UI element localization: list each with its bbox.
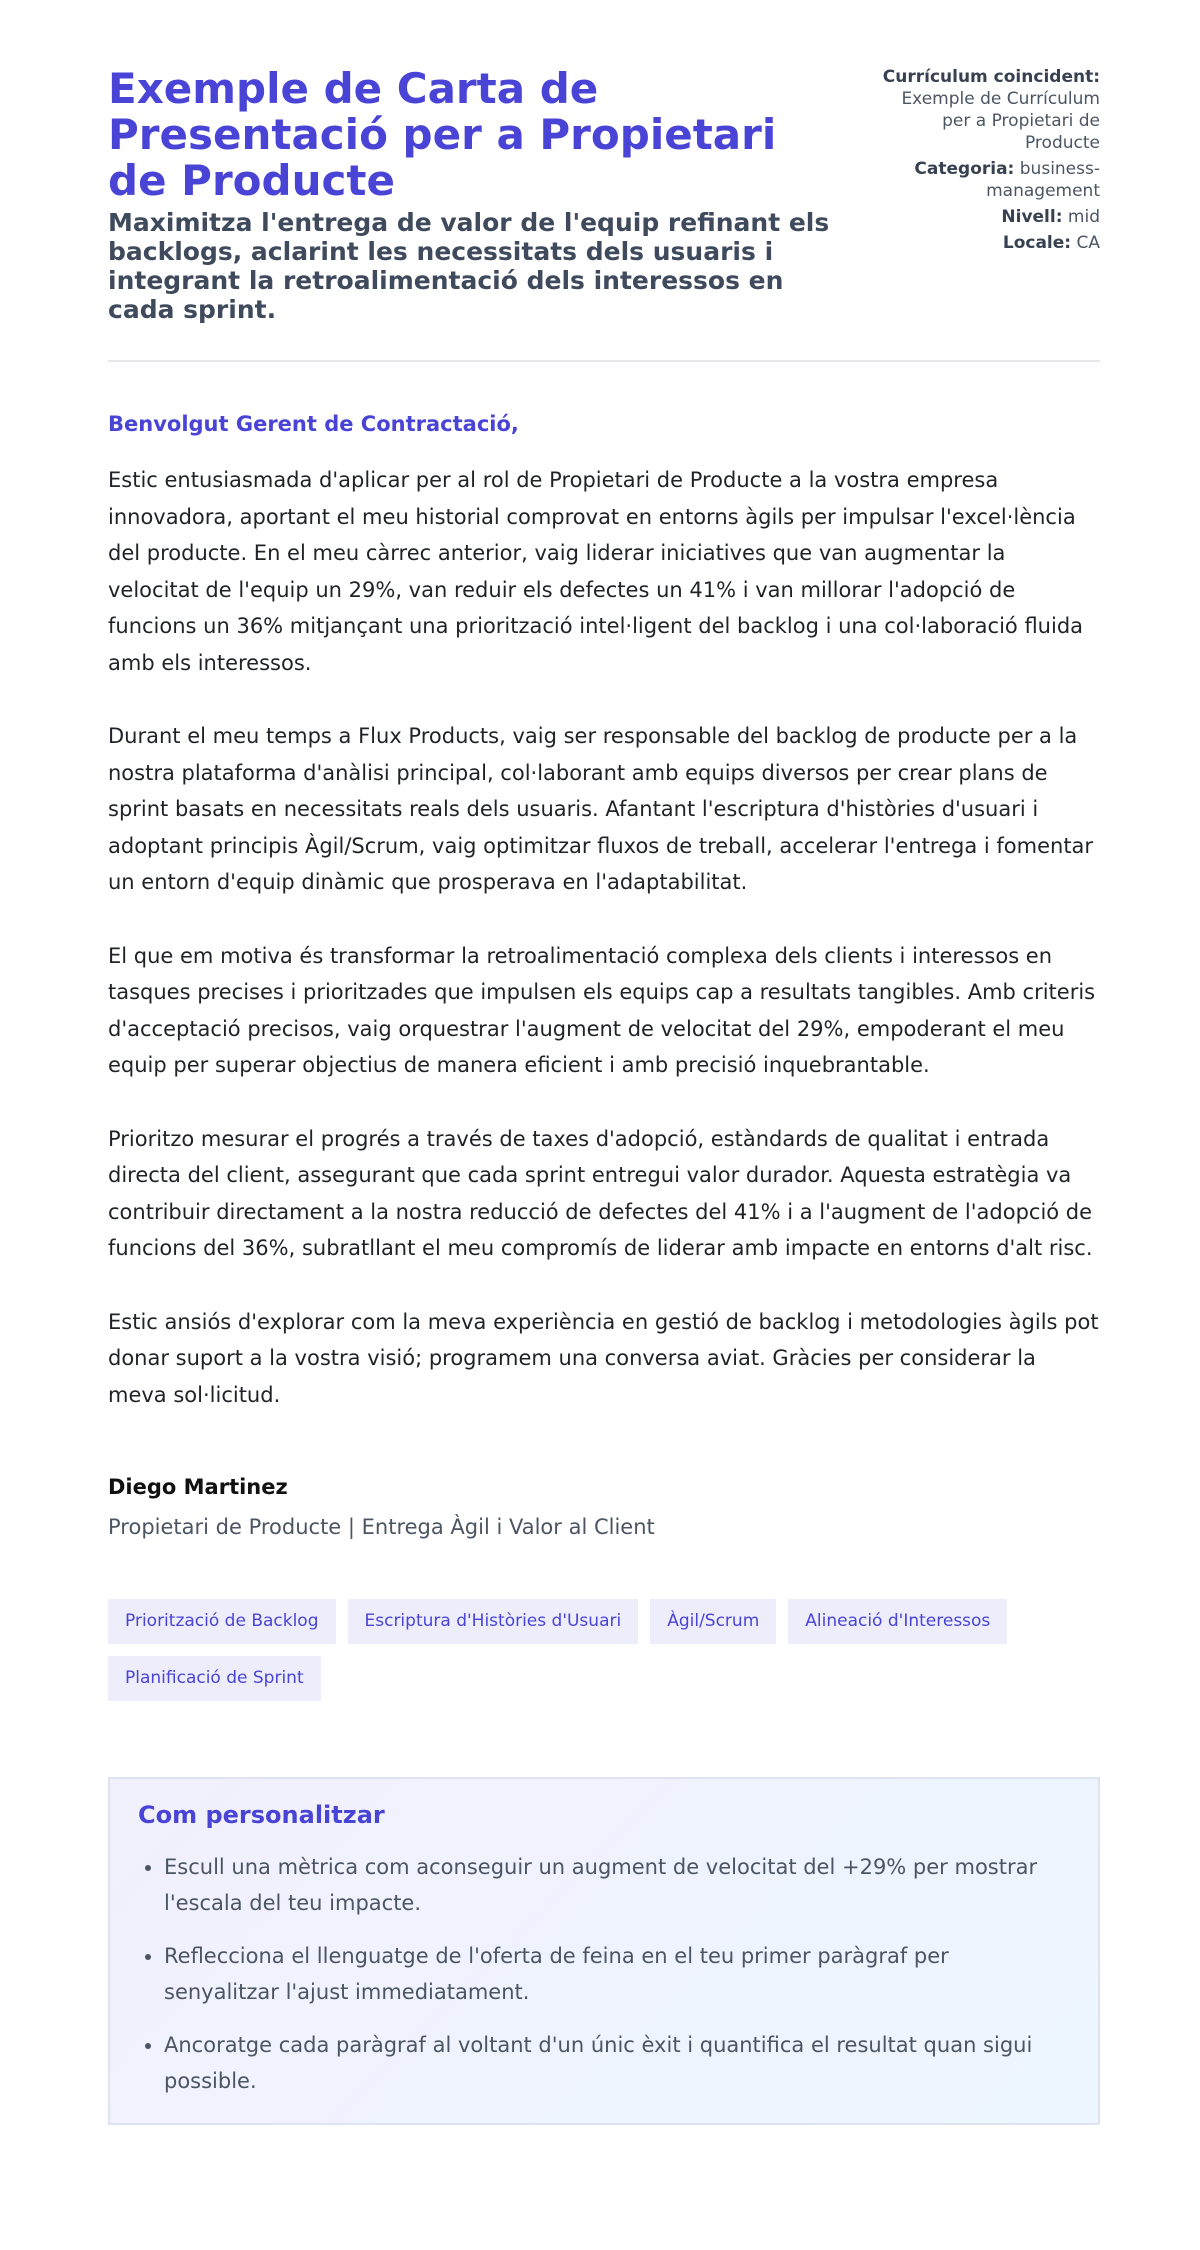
meta-category xyxy=(880,158,1100,202)
meta-locale xyxy=(880,232,1100,254)
meta-category-label: Categoria: xyxy=(914,159,1015,179)
tip-item: • Ancoratge cada paràgraf al voltant d'un únic èxit i quantifica el resultat quan sigui possible. xyxy=(164,2027,1070,2099)
letter-paragraph: Estic ansiós d'explorar com la meva experiència en gestió de backlog i metodologies àgils pot donar suport a la vostra visió; programem una conversa aviat. Gràcies per considerar la meva sol·licitud. xyxy=(108,1309,1099,1407)
meta-resume-value: Exemple de Currículum per a Propietari de Producte xyxy=(901,89,1100,153)
letter-body xyxy=(108,462,1100,1413)
letter-paragraph: Prioritzo mesurar el progrés a través de taxes d'adopció, estàndards de qualitat i entrada directa del client, assegurant que cada sprint entregui valor durador. Aquesta estratègia va contribuir directament a la nostra reducció de defectes del 41% i a l'augment de l'adopció de funcions del 36%, subratllant el meu compromís de liderar amb impacte en entorns d'alt risc. xyxy=(108,1126,1093,1260)
meta-category-value: business-management xyxy=(986,159,1100,201)
page-title: Exemple de Carta de Presentació per a Propietari de Producte xyxy=(108,64,777,205)
meta-locale-label: Locale: xyxy=(1002,233,1072,253)
letter-paragraph: Durant el meu temps a Flux Products, vaig ser responsable del backlog de producte per a la nostra plataforma d'anàlisi principal, col·laborant amb equips diversos per crear plans de sprint basats en necessitats reals dels usuaris. Afantant l'escriptura d'històries d'usuari i adoptant principis Àgil/Scrum, vaig optimitzar fluxos de treball, accelerar l'entrega i fomentar un entorn d'equip dinàmic que prosperava en l'adaptabilitat. xyxy=(108,724,1094,894)
meta-panel xyxy=(880,66,1100,324)
meta-level-label: Nivell: xyxy=(1001,207,1063,227)
signature-name: Diego Martinez xyxy=(108,1475,288,1499)
skill-tag: Escriptura d'Històries d'Usuari xyxy=(348,1599,639,1644)
page-subtitle: Maximitza l'entrega de valor de l'equip refinant els backlogs, aclarint les necessitats dels usuaris i integrant la retroalimentació dels interessos en cada sprint. xyxy=(108,208,830,324)
letter-paragraph: El que em motiva és transformar la retroalimentació complexa dels clients i interessos en tasques precises i prioritzades que impulsen els equips cap a resultats tangibles. Amb criteris d'acceptació precisos, vaig orquestrar l'augment de velocitat del 29%, empoderant el meu equip per superar objectius de manera eficient i amb precisió inquebrantable. xyxy=(108,943,1096,1077)
skill-tag: Planificació de Sprint xyxy=(108,1656,321,1701)
header xyxy=(108,66,1100,324)
divider xyxy=(108,360,1100,362)
tip-item: • Escull una mètrica com aconseguir un augment de velocitat del +29% per mostrar l'escala del teu impacte. xyxy=(164,1849,1070,1921)
meta-resume xyxy=(880,66,1100,154)
salutation: Benvolgut Gerent de Contractació, xyxy=(108,412,519,436)
skill-tag: Alineació d'Interessos xyxy=(788,1599,1007,1644)
meta-level xyxy=(880,206,1100,228)
cover-letter-page xyxy=(108,66,1100,2125)
meta-level-value: mid xyxy=(1067,207,1100,227)
customization-tips xyxy=(108,1777,1100,2125)
tips-heading: Com personalitzar xyxy=(138,1801,385,1829)
tip-item: • Reflecciona el llenguatge de l'oferta de feina en el teu primer paràgraf per senyalitzar l'ajust immediatament. xyxy=(164,1938,1070,2010)
tips-list xyxy=(138,1849,1070,2099)
skill-tag: Àgil/Scrum xyxy=(650,1599,776,1644)
meta-resume-label: Currículum coincident: xyxy=(882,67,1100,87)
signature-title: Propietari de Producte | Entrega Àgil i Valor al Client xyxy=(108,1515,655,1539)
skill-tags xyxy=(108,1599,1100,1701)
letter-paragraph: Estic entusiasmada d'aplicar per al rol de Propietari de Producte a la vostra empresa innovadora, aportant el meu historial comprovat en entorns àgils per impulsar l'excel·lència del producte. En el meu càrrec anterior, vaig liderar iniciatives que van augmentar la velocitat de l'equip un 29%, van reduir els defectes un 41% i van millorar l'adopció de funcions un 36% mitjançant una priorització intel·ligent del backlog i una col·laboració fluida amb els interessos. xyxy=(108,468,1084,675)
meta-locale-value: CA xyxy=(1076,233,1100,253)
skill-tag: Priorització de Backlog xyxy=(108,1599,336,1644)
title-block xyxy=(108,66,848,324)
